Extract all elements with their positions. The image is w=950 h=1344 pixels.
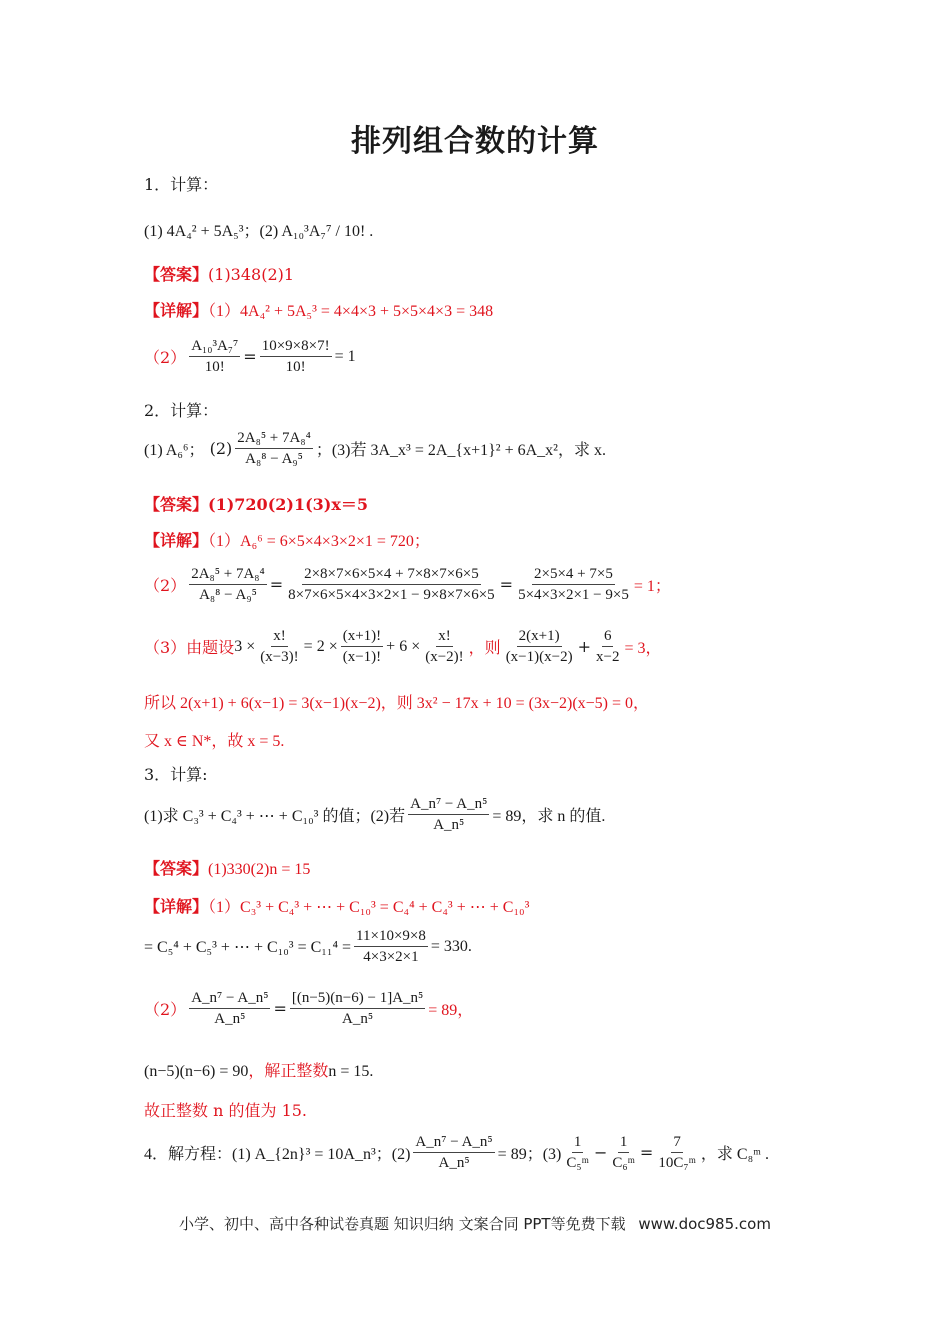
q2-detail-5: 又 x ∈ N*，故 x = 5. — [144, 733, 285, 750]
q1-detail-2: （2） $\frac{\text{A₁₀³A₇⁷}}{10!}$ = $\frac{10\times 9\times 8\times 7!}{10!}$ = 1 — [144, 338, 356, 375]
denominator: 10! — [285, 359, 306, 375]
denominator: 5×4×3×2×1 − 9×5 — [518, 587, 629, 603]
detail-text: （1）4A₄² + 5A₅³ = 4×4×3 + 5×5×4×3 = 348 — [208, 303, 494, 320]
term: = 89， — [428, 1002, 474, 1019]
denominator: x−2 — [596, 649, 620, 665]
denominator: (x−2)! — [425, 649, 464, 665]
term: + — [577, 637, 591, 656]
expr-part: 4．解方程：(1) A_{2n}³ = 10A_n³；(2) — [144, 1146, 411, 1163]
fraction — [610, 1132, 637, 1173]
denominator: 8×7×6×5×4×3×2×1 − 9×8×7×6×5 — [288, 587, 495, 603]
numerator: [(n−5)(n−6) − 1]A_n⁵ — [290, 988, 425, 1009]
expr-part: ，求 C₈ᵐ . — [700, 1146, 769, 1163]
result: = 1 — [334, 347, 356, 365]
numerator: 1 — [572, 1132, 584, 1153]
detail-tag: 【详解】 — [144, 531, 209, 550]
q1-detail-1 — [144, 298, 493, 321]
term: + 6 × — [386, 637, 421, 655]
expr-part: − — [593, 1143, 608, 1162]
numerator: A_n⁷ − A_n⁵ — [413, 1132, 494, 1153]
numerator: x! — [436, 626, 453, 647]
fraction — [341, 626, 383, 667]
term: 3 × — [234, 637, 256, 655]
term: = 3， — [624, 640, 662, 657]
detail-prefix: （2） — [144, 348, 187, 367]
fraction — [594, 626, 621, 667]
numerator: 2×8×7×6×5×4 + 7×8×7×6×5 — [302, 564, 481, 585]
fraction — [564, 1132, 591, 1173]
fraction — [423, 626, 465, 667]
q2-label: 2．计算： — [144, 401, 219, 420]
q3-answer — [144, 856, 310, 879]
expr-part: (2) — [209, 439, 233, 458]
numerator: A_n⁷ − A_n⁵ — [189, 988, 270, 1009]
q2-detail-3 — [144, 626, 662, 667]
q3-label: 3．计算: — [144, 765, 208, 784]
q2-detail-4: 所以 2(x+1) + 6(x−1) = 3(x−1)(x−2)，则 3x² − 17x + 10 = (3x−2)(x−5) = 0， — [144, 695, 650, 712]
expr-part: = 89，求 n 的值. — [492, 808, 606, 825]
denominator: (x−1)! — [342, 649, 382, 665]
q4-problem — [144, 1132, 769, 1173]
expr-part: (1)求 C₃³ + C₄³ + ⋯ + C₁₀³ 的值；(2)若 — [144, 808, 406, 825]
q3-detail-2 — [144, 926, 472, 967]
numerator: 7 — [671, 1132, 683, 1153]
answer-tag: 【答案】 — [144, 265, 209, 284]
q3-detail-1 — [144, 894, 529, 917]
denominator: 10C₇ᵐ — [658, 1155, 696, 1171]
q2-detail-2: （2） $\frac{\text{2A₈⁵ + 7A₈⁴}}{\text{A₈⁸ − A₉⁵}}$ = $\frac{2\times 8\times 7\times 6\times 5\times 4 + 7\times 8\times 7\times 6\times 5}{8\times 7\times 6\times 5\times 4\times 3\times 2\times 1 - 9\times 8\times 7\times 6\times 5}$ = $\frac{2\times 5\times 4 + 7\times 5}{5\times 4\times 3\times 2\times 1 - 9\times 5}$ = 1； — [144, 566, 671, 603]
detail-prefix: （3）由题设 — [144, 638, 235, 657]
numerator: 10×9×8×7! — [260, 336, 332, 357]
answer-tag: 【答案】 — [144, 859, 209, 878]
denominator: (x−1)(x−2) — [505, 649, 573, 665]
denominator: C₅ᵐ — [566, 1155, 589, 1171]
denominator: A_n⁵ — [433, 817, 465, 833]
detail-prefix: （2） — [144, 1000, 187, 1019]
term: = 330. — [430, 937, 472, 955]
q2-answer — [144, 492, 368, 515]
term: n = 15. — [328, 1063, 374, 1080]
detail-tag: 【详解】 — [144, 301, 209, 320]
fraction — [504, 626, 575, 667]
q3-expression — [144, 794, 605, 835]
fraction — [286, 564, 497, 605]
q1-expression: (1) 4A₄² + 5A₅³；(2) A₁₀³A₇⁷ / 10! . — [144, 223, 374, 240]
fraction — [516, 564, 631, 605]
q1-label: 1．计算： — [144, 175, 219, 194]
term: = C₅⁴ + C₅³ + ⋯ + C₁₀³ = C₁₁⁴ = — [144, 938, 352, 956]
answer-text: (1)720(2)1(3)x＝5 — [208, 495, 369, 514]
numerator: 11×10×9×8 — [354, 926, 428, 947]
term: (n−5)(n−6) = 90 — [144, 1063, 249, 1080]
denominator: 4×3×2×1 — [363, 949, 419, 965]
fraction — [290, 988, 425, 1029]
term: ，解正整数 — [248, 1061, 329, 1080]
detail-tag: 【详解】 — [144, 897, 209, 916]
numerator: 6 — [602, 626, 614, 647]
detail-prefix: （2） — [144, 576, 187, 595]
denominator: A₈⁸ − A₉⁵ — [199, 587, 257, 603]
fraction — [189, 988, 270, 1029]
denominator: 10! — [204, 359, 225, 375]
fraction — [656, 1132, 698, 1173]
denominator: A_n⁵ — [342, 1011, 374, 1027]
q2-expression — [144, 428, 606, 469]
q3-detail-5: 故正整数 n 的值为 15. — [144, 1101, 308, 1120]
detail-text: （1）C₃³ + C₄³ + ⋯ + C₁₀³ = C₄⁴ + C₄³ + ⋯ + C₁₀³ — [208, 899, 530, 916]
denominator: (x−3)! — [260, 649, 299, 665]
footer-site-link[interactable]: www.doc985.com — [638, 1215, 771, 1233]
result: = 1； — [633, 578, 671, 595]
fraction — [408, 794, 489, 835]
q3-detail-3: （2） $\frac{\text{A\_n⁷ − A\_n⁵}}{\text{A\_n⁵}}$ = $\frac{\text{[(n−5)(n−6) − 1]A\_n⁵}}{\text{A\_n⁵}}$ = 89， — [144, 990, 474, 1027]
answer-tag: 【答案】 — [144, 495, 209, 514]
numerator: (x+1)! — [341, 626, 383, 647]
fraction — [258, 626, 300, 667]
numerator: 1 — [618, 1132, 630, 1153]
term: ，则 — [468, 638, 501, 657]
answer-text: (1)330(2)n = 15 — [208, 861, 311, 878]
page-footer — [0, 1213, 950, 1234]
numerator: A_n⁷ − A_n⁵ — [408, 794, 489, 815]
denominator: A_n⁵ — [214, 1011, 246, 1027]
numerator: x! — [271, 626, 288, 647]
numerator: 2A₈⁵ + 7A₈⁴ — [235, 428, 313, 449]
denominator: A₈⁸ − A₉⁵ — [245, 451, 303, 467]
detail-text: （1）A₆⁶ = 6×5×4×3×2×1 = 720； — [208, 533, 430, 550]
expr-part: ；(3)若 3A_x³ = 2A_{x+1}² + 6A_x²，求 x. — [315, 442, 606, 459]
denominator: A_n⁵ — [438, 1155, 470, 1171]
footer-text: 小学、初中、高中各种试卷真题 知识归纳 文案合同 PPT等免费下载 — [179, 1215, 626, 1233]
page-title: 排列组合数的计算 — [351, 124, 599, 159]
numerator: 2(x+1) — [517, 626, 562, 647]
q3-detail-4 — [144, 1058, 373, 1081]
fraction — [235, 428, 313, 469]
q1-answer — [144, 262, 294, 285]
fraction — [260, 336, 332, 377]
answer-text: (1)348(2)1 — [208, 265, 295, 284]
fraction — [189, 336, 240, 377]
expr-part: = 89；(3) — [497, 1146, 562, 1163]
numerator: 2A₈⁵ + 7A₈⁴ — [189, 564, 267, 585]
fraction — [189, 564, 267, 605]
fraction — [354, 926, 428, 967]
expr-part: (1) A₆⁶； — [144, 442, 205, 459]
numerator: A₁₀³A₇⁷ — [189, 336, 240, 357]
term: = 2 × — [303, 637, 338, 655]
numerator: 2×5×4 + 7×5 — [532, 564, 615, 585]
expr-part: = — [639, 1143, 654, 1162]
fraction — [413, 1132, 494, 1173]
q2-detail-1 — [144, 528, 430, 551]
denominator: C₆ᵐ — [612, 1155, 635, 1171]
